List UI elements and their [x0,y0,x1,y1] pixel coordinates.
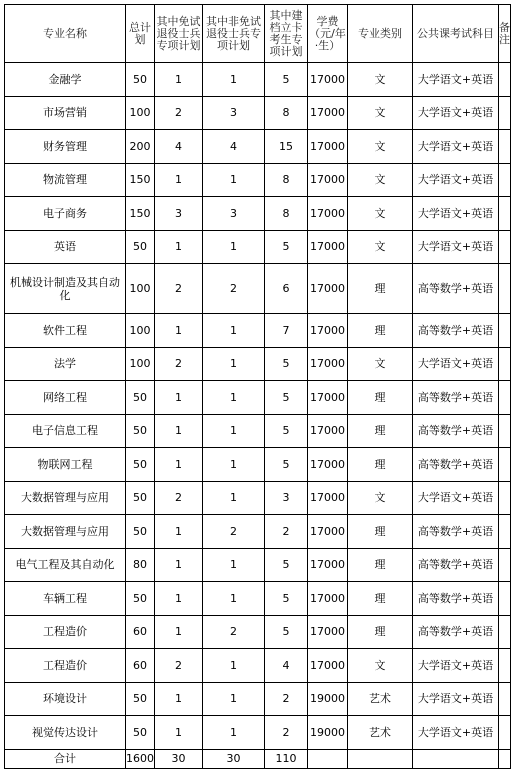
cell-free: 4 [155,130,203,164]
cell-nonfree: 1 [203,649,265,683]
cell-nonfree: 1 [203,163,265,197]
cell-remark [499,163,511,197]
cell-total: 80 [126,548,155,582]
cell-major: 大数据管理与应用 [5,515,126,549]
cell-poverty: 5 [265,230,308,264]
cell-major: 视觉传达设计 [5,716,126,750]
cell-remark [499,63,511,97]
cell-total: 150 [126,163,155,197]
cell-tuition: 17000 [308,197,348,231]
cell-major: 网络工程 [5,381,126,415]
cell-free: 1 [155,163,203,197]
cell-nonfree: 3 [203,96,265,130]
cell-total: 100 [126,347,155,381]
header-veteran-non-free: 其中非免试退役士兵专项计划 [203,5,265,63]
header-remark: 备注 [499,5,511,63]
cell-poverty: 2 [265,716,308,750]
cell-exam: 高等数学+英语 [413,548,499,582]
table-body [5,63,511,769]
cell-major: 机械设计制造及其自动化 [5,264,126,314]
cell-category: 艺术 [348,716,413,750]
cell-exam: 高等数学+英语 [413,264,499,314]
cell-remark [499,414,511,448]
cell-tuition: 17000 [308,481,348,515]
cell-tuition: 17000 [308,515,348,549]
cell-poverty: 5 [265,582,308,616]
cell-exam: 高等数学+英语 [413,448,499,482]
cell-total: 50 [126,682,155,716]
cell-major: 环境设计 [5,682,126,716]
cell-exam: 高等数学+英语 [413,615,499,649]
cell-exam: 大学语文+英语 [413,130,499,164]
table-row [5,682,511,716]
cell-free: 1 [155,548,203,582]
table-row [5,130,511,164]
cell-free: 2 [155,649,203,683]
header-veteran-free-exam: 其中免试退役士兵专项计划 [155,5,203,63]
cell-poverty: 6 [265,264,308,314]
totals-remark [499,749,511,768]
table-row [5,96,511,130]
table-row [5,615,511,649]
table-row [5,716,511,750]
cell-poverty: 5 [265,414,308,448]
cell-tuition: 17000 [308,414,348,448]
cell-nonfree: 3 [203,197,265,231]
cell-category: 文 [348,163,413,197]
cell-poverty: 2 [265,682,308,716]
cell-poverty: 2 [265,515,308,549]
cell-remark [499,381,511,415]
table-row [5,230,511,264]
cell-category: 文 [348,130,413,164]
cell-major: 电气工程及其自动化 [5,548,126,582]
cell-poverty: 5 [265,347,308,381]
cell-major: 工程造价 [5,649,126,683]
cell-total: 100 [126,264,155,314]
cell-nonfree: 2 [203,515,265,549]
cell-nonfree: 1 [203,347,265,381]
table-row [5,582,511,616]
cell-exam: 高等数学+英语 [413,381,499,415]
cell-category: 文 [348,347,413,381]
cell-total: 50 [126,230,155,264]
table-row [5,197,511,231]
cell-nonfree: 1 [203,414,265,448]
cell-total: 50 [126,381,155,415]
cell-tuition: 17000 [308,347,348,381]
cell-category: 文 [348,96,413,130]
cell-nonfree: 1 [203,716,265,750]
cell-exam: 高等数学+英语 [413,515,499,549]
cell-nonfree: 2 [203,615,265,649]
header-tuition: 学费（元/年·生） [308,5,348,63]
cell-total: 50 [126,414,155,448]
header-poverty-plan: 其中建档立卡考生专项计划 [265,5,308,63]
cell-major: 物联网工程 [5,448,126,482]
cell-tuition: 17000 [308,448,348,482]
cell-poverty: 5 [265,63,308,97]
cell-nonfree: 1 [203,314,265,348]
table-row [5,548,511,582]
cell-remark [499,96,511,130]
cell-free: 1 [155,682,203,716]
cell-tuition: 17000 [308,63,348,97]
cell-remark [499,615,511,649]
cell-exam: 大学语文+英语 [413,163,499,197]
cell-remark [499,448,511,482]
table-row [5,63,511,97]
table-row [5,314,511,348]
cell-total: 50 [126,515,155,549]
cell-tuition: 19000 [308,716,348,750]
cell-free: 2 [155,96,203,130]
totals-row [5,749,511,768]
table-row [5,448,511,482]
cell-total: 50 [126,716,155,750]
cell-tuition: 17000 [308,582,348,616]
cell-remark [499,481,511,515]
cell-poverty: 5 [265,548,308,582]
cell-remark [499,130,511,164]
cell-category: 文 [348,63,413,97]
table-row [5,481,511,515]
cell-nonfree: 1 [203,582,265,616]
cell-remark [499,197,511,231]
cell-free: 1 [155,63,203,97]
cell-tuition: 17000 [308,230,348,264]
cell-total: 100 [126,314,155,348]
cell-poverty: 15 [265,130,308,164]
cell-poverty: 5 [265,448,308,482]
cell-remark [499,230,511,264]
cell-category: 理 [348,615,413,649]
cell-nonfree: 1 [203,481,265,515]
cell-category: 理 [348,414,413,448]
cell-free: 1 [155,314,203,348]
cell-remark [499,582,511,616]
cell-category: 文 [348,481,413,515]
cell-exam: 高等数学+英语 [413,582,499,616]
cell-total: 100 [126,96,155,130]
cell-tuition: 17000 [308,615,348,649]
cell-category: 文 [348,197,413,231]
cell-category: 理 [348,548,413,582]
cell-tuition: 19000 [308,682,348,716]
cell-major: 电子商务 [5,197,126,231]
table-row [5,264,511,314]
table-row [5,163,511,197]
cell-free: 1 [155,716,203,750]
cell-total: 60 [126,615,155,649]
table-row [5,515,511,549]
cell-free: 1 [155,582,203,616]
cell-total: 150 [126,197,155,231]
cell-remark [499,682,511,716]
cell-free: 3 [155,197,203,231]
cell-exam: 大学语文+英语 [413,96,499,130]
header-category: 专业类别 [348,5,413,63]
cell-remark [499,649,511,683]
cell-nonfree: 1 [203,682,265,716]
totals-label: 合计 [5,749,126,768]
cell-total: 50 [126,63,155,97]
cell-exam: 大学语文+英语 [413,230,499,264]
totals-exam [413,749,499,768]
cell-major: 软件工程 [5,314,126,348]
cell-poverty: 8 [265,197,308,231]
cell-free: 2 [155,347,203,381]
cell-total: 60 [126,649,155,683]
cell-poverty: 4 [265,649,308,683]
cell-remark [499,548,511,582]
cell-tuition: 17000 [308,163,348,197]
cell-major: 大数据管理与应用 [5,481,126,515]
cell-poverty: 3 [265,481,308,515]
cell-nonfree: 1 [203,63,265,97]
cell-tuition: 17000 [308,381,348,415]
header-major-name: 专业名称 [5,5,126,63]
enrollment-plan-table-wrapper [4,4,511,769]
cell-category: 艺术 [348,682,413,716]
cell-category: 文 [348,230,413,264]
cell-tuition: 17000 [308,649,348,683]
totals-tuition [308,749,348,768]
cell-remark [499,264,511,314]
cell-nonfree: 1 [203,381,265,415]
cell-nonfree: 1 [203,548,265,582]
cell-major: 车辆工程 [5,582,126,616]
cell-category: 理 [348,448,413,482]
cell-free: 1 [155,448,203,482]
cell-exam: 大学语文+英语 [413,649,499,683]
cell-remark [499,515,511,549]
cell-exam: 高等数学+英语 [413,414,499,448]
cell-nonfree: 1 [203,230,265,264]
cell-major: 法学 [5,347,126,381]
cell-major: 英语 [5,230,126,264]
cell-remark [499,716,511,750]
cell-exam: 高等数学+英语 [413,314,499,348]
cell-free: 1 [155,414,203,448]
cell-major: 物流管理 [5,163,126,197]
cell-tuition: 17000 [308,130,348,164]
cell-poverty: 8 [265,163,308,197]
cell-category: 文 [348,649,413,683]
cell-remark [499,314,511,348]
totals-nonfree: 30 [203,749,265,768]
cell-tuition: 17000 [308,548,348,582]
table-header [5,5,511,63]
cell-exam: 大学语文+英语 [413,481,499,515]
cell-free: 1 [155,515,203,549]
cell-total: 50 [126,448,155,482]
cell-poverty: 7 [265,314,308,348]
cell-exam: 大学语文+英语 [413,63,499,97]
table-row [5,381,511,415]
header-row [5,5,511,63]
cell-major: 电子信息工程 [5,414,126,448]
cell-poverty: 5 [265,615,308,649]
cell-nonfree: 1 [203,448,265,482]
cell-tuition: 17000 [308,96,348,130]
cell-total: 50 [126,481,155,515]
cell-poverty: 5 [265,381,308,415]
cell-poverty: 8 [265,96,308,130]
cell-major: 市场营销 [5,96,126,130]
table-row [5,414,511,448]
enrollment-plan-table [4,4,511,769]
cell-major: 财务管理 [5,130,126,164]
cell-category: 理 [348,582,413,616]
cell-tuition: 17000 [308,314,348,348]
cell-major: 金融学 [5,63,126,97]
cell-major: 工程造价 [5,615,126,649]
header-total-plan: 总计划 [126,5,155,63]
cell-exam: 大学语文+英语 [413,716,499,750]
cell-nonfree: 2 [203,264,265,314]
totals-poverty: 110 [265,749,308,768]
cell-category: 理 [348,264,413,314]
header-public-exam: 公共课考试科目 [413,5,499,63]
cell-nonfree: 4 [203,130,265,164]
cell-exam: 大学语文+英语 [413,197,499,231]
cell-free: 1 [155,615,203,649]
cell-category: 理 [348,314,413,348]
table-row [5,347,511,381]
totals-category [348,749,413,768]
cell-free: 2 [155,264,203,314]
cell-free: 2 [155,481,203,515]
cell-remark [499,347,511,381]
cell-free: 1 [155,381,203,415]
cell-tuition: 17000 [308,264,348,314]
cell-free: 1 [155,230,203,264]
totals-free: 30 [155,749,203,768]
cell-category: 理 [348,515,413,549]
cell-category: 理 [348,381,413,415]
cell-exam: 大学语文+英语 [413,347,499,381]
totals-total: 1600 [126,749,155,768]
cell-total: 200 [126,130,155,164]
cell-exam: 大学语文+英语 [413,682,499,716]
cell-total: 50 [126,582,155,616]
table-row [5,649,511,683]
